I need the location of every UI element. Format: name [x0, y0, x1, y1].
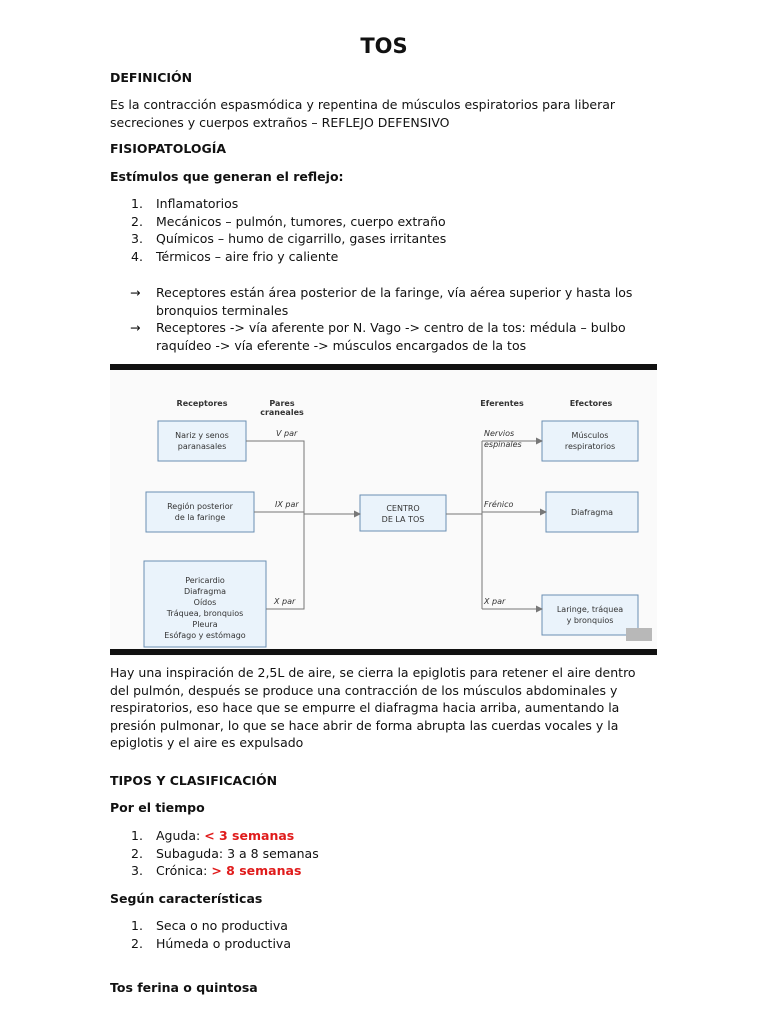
watermark-mark — [626, 628, 652, 641]
caracteristicas-list — [110, 917, 291, 952]
label-espinales: espinales — [484, 440, 522, 449]
box-text: respiratorios — [564, 442, 616, 451]
box-text: Oídos — [193, 598, 217, 607]
list-item: 4. Térmicos – aire frio y caliente — [131, 248, 339, 264]
list-item: 2. Subaguda: 3 a 8 semanas — [131, 845, 319, 861]
box-text: de la faringe — [174, 513, 226, 522]
tipos-heading: TIPOS Y CLASIFICACIÓN — [110, 773, 278, 788]
label-frenico: Frénico — [484, 500, 514, 509]
col-eferentes: Eferentes — [480, 399, 524, 408]
col-efectores: Efectores — [569, 399, 613, 408]
arrow-icon: → — [130, 285, 141, 300]
list-item: 1. Aguda: < 3 semanas — [131, 828, 295, 843]
stimuli-subheading: Estímulos que generan el reflejo: — [110, 169, 344, 184]
cough-reflex-diagram — [110, 364, 657, 656]
box-text: y bronquios — [566, 616, 614, 625]
box-text: Pleura — [192, 620, 218, 629]
col-receptores: Receptores — [176, 399, 228, 408]
stimuli-list — [110, 195, 446, 265]
box-text: Músculos — [571, 431, 609, 440]
definition-heading: DEFINICIÓN — [110, 70, 193, 85]
definition-text: Es la contracción espasmódica y repentina de músculos espiratorios para liberar secreciones y cuerpos extraños – REFLEJO DEFENSIVO — [110, 97, 616, 130]
list-item: 2. Mecánicos – pulmón, tumores, cuerpo extraño — [131, 213, 446, 229]
box-text: Diafragma — [183, 587, 227, 596]
box-faringe — [146, 492, 254, 532]
col-pares: Pares — [269, 399, 295, 408]
box-centro-tos — [360, 495, 446, 531]
tiempo-list — [110, 827, 319, 880]
box-text: paranasales — [177, 442, 227, 451]
tos-ferina-heading: Tos ferina o quintosa — [110, 980, 258, 995]
arrow-item: → Receptores -> vía aferente por N. Vago -> centro de la tos: médula – bulbo raquídeo -> vía eferente -> músculos encargados de la tos — [130, 320, 626, 353]
label-v-par: V par — [276, 429, 298, 438]
label-x-par-ef: X par — [484, 597, 506, 606]
box-text: Nariz y senos — [175, 431, 229, 440]
box-text: CENTRO — [386, 504, 420, 513]
list-item: 3. Químicos – humo de cigarrillo, gases irritantes — [131, 231, 447, 247]
box-laringe — [542, 595, 638, 635]
label-nervios: Nervios — [484, 429, 515, 438]
col-craneales: craneales — [260, 408, 304, 417]
box-musculos — [542, 421, 638, 461]
label-ix-par: IX par — [275, 500, 299, 509]
box-text: Diafragma — [570, 508, 614, 517]
diagram-svg — [110, 364, 657, 656]
list-item: 1. Seca o no productiva — [131, 918, 288, 933]
box-text: Tráquea, bronquios — [166, 609, 244, 618]
mechanism-text: Hay una inspiración de 2,5L de aire, se cierra la epiglotis para retener el aire dentro del pulmón, después se produce una contracción de los músculos abdominales y respiratorios, eso hace que se empurre el diafragma hacia arriba, aumentando la presión pulmonar, lo que se hace abrir de forma abrupta las cuerdas vocales y la epiglotis y el aire es expulsado — [110, 665, 636, 750]
page-title: TOS — [360, 34, 408, 58]
box-text: Pericardio — [185, 576, 225, 585]
tiempo-heading: Por el tiempo — [110, 800, 205, 815]
arrow-icon: → — [130, 320, 141, 335]
list-item: 3. Crónica: > 8 semanas — [131, 863, 302, 879]
arrow-list — [110, 284, 656, 354]
box-text: Esófago y estómago — [164, 631, 246, 640]
label-x-par: X par — [274, 597, 296, 606]
list-item: 2. Húmeda o productiva — [131, 935, 291, 951]
box-text: Laringe, tráquea — [556, 605, 624, 614]
caracteristicas-heading: Según características — [110, 891, 263, 906]
arrow-item: → Receptores están área posterior de la faringe, vía aérea superior y hasta los bronquios terminales — [130, 285, 633, 318]
box-text: Región posterior — [167, 502, 233, 511]
box-nariz — [158, 421, 246, 461]
list-item: 1. Inflamatorios — [131, 196, 239, 211]
box-text: DE LA TOS — [381, 515, 425, 524]
fisiopatologia-heading: FISIOPATOLOGÍA — [110, 141, 227, 156]
